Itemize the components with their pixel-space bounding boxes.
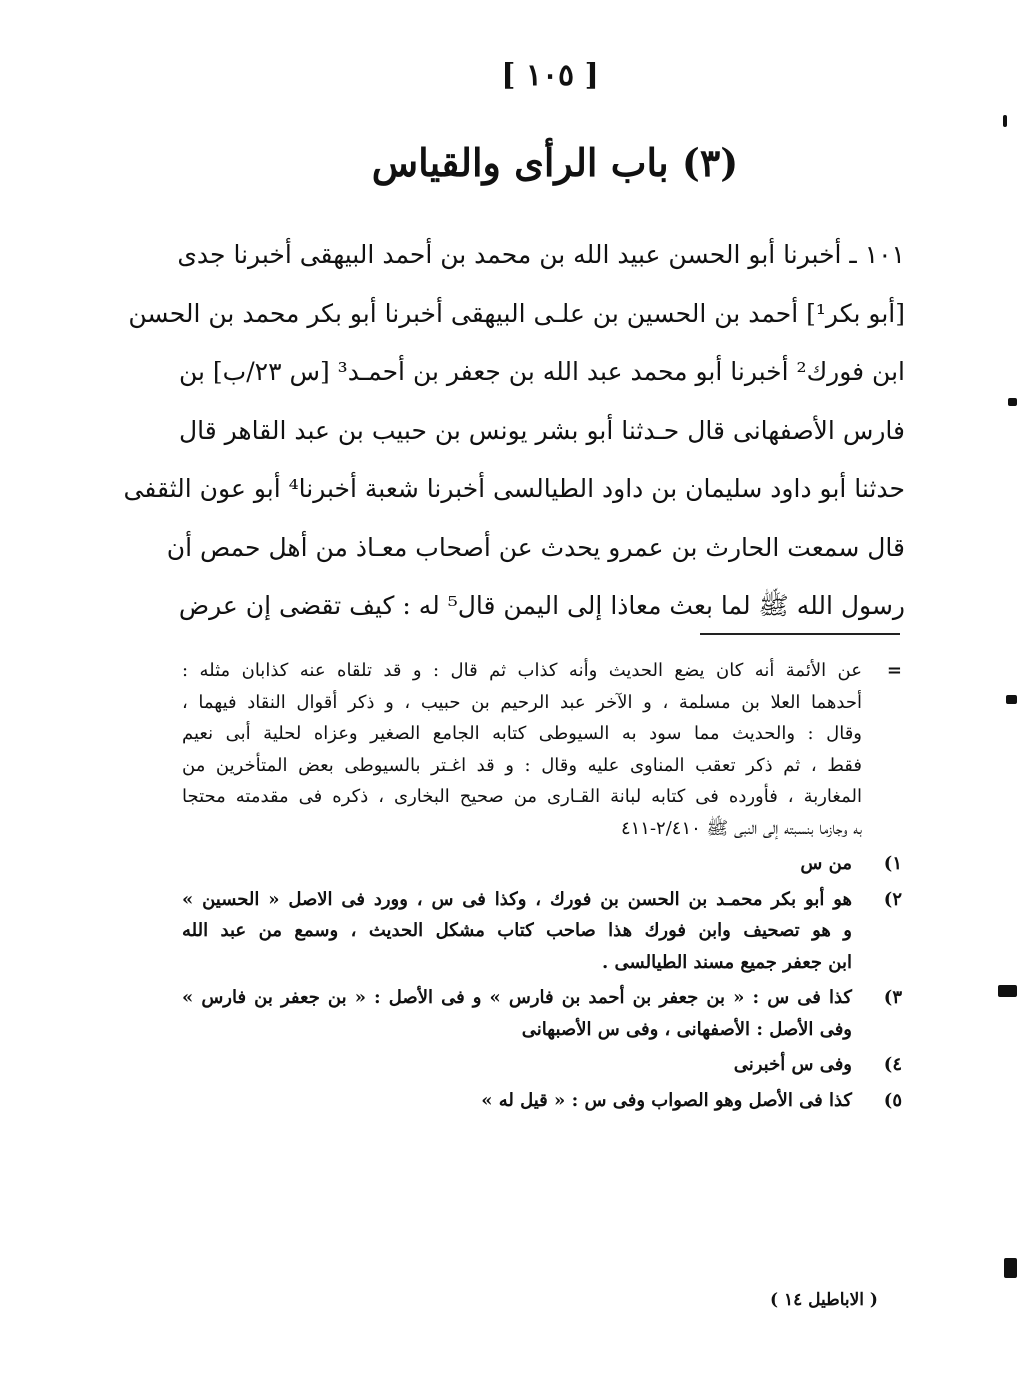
footnote-line: من س — [800, 853, 852, 874]
page-number: [ ١٠٥ ] — [501, 58, 599, 93]
footnote-1 — [182, 848, 902, 880]
footnote-line: وفى الأصل : الأصفهانى ، وفى س الأصبهانى — [521, 1018, 852, 1040]
scan-edge-mark — [1004, 1258, 1017, 1278]
footnote-3 — [182, 982, 902, 1045]
main-text-line: رسول الله ﷺ لما بعث معاذا إلى اليمن قال⁵ له : كيف تقضى إن عرض — [178, 591, 905, 620]
footnote-number: ٥) — [883, 1089, 902, 1111]
footnote-number: ١) — [883, 853, 902, 874]
main-text-line: قال سمعت الحارث بن عمرو يحدث عن أصحاب معـاذ من أهل حمص أن — [166, 532, 905, 562]
footnote-4 — [182, 1049, 902, 1081]
footnote-line: وفى س أخبرنى — [733, 1054, 852, 1075]
footnote-line: كذا فى س : « بن جعفر بن أحمد بن فارس » و فى الأصل : « بن جعفر بن فارس » — [182, 987, 852, 1008]
footnote-number: ٤) — [883, 1054, 902, 1075]
footnote-line: فقط ، ثم ذكر تعقب المناوى عليه وقال : و قد اغـتر بالسيوطى بعض المتأخرين من — [182, 754, 862, 776]
footnote-continuation — [182, 655, 902, 844]
chapter-title: (٣) باب الرأى والقياس — [371, 140, 739, 185]
main-text-line: ١٠١ ـ أخبرنا أبو الحسن عبيد الله بن محمد بن أحمد البيهقى أخبرنا جدى — [177, 240, 905, 269]
main-text-line: ابن فورك² أخبرنا أبو محمد عبد الله بن جعفر بن أحمـد³ [س ٢٣/ب] بن — [178, 357, 905, 386]
footnote-line: ابن جعفر جميع مسند الطيالسى . — [602, 951, 852, 973]
footnote-line: هو أبو بكر محمـد بن الحسن بن فورك ، وكذا فى س ، وورد فى الاصل « الحسين » — [182, 888, 852, 910]
main-text — [123, 226, 905, 636]
footnote-5 — [182, 1085, 902, 1117]
footnote-line: وقال : والحديث مما سود به السيوطى كتابه الجامع الصغير وعزاه لحلية أبى نعيم — [182, 723, 862, 744]
scan-edge-mark — [998, 985, 1017, 997]
main-text-line: حدثنا أبو داود سليمان بن داود الطيالسى أخبرنا شعبة أخبرنا⁴ أبو عون الثقفى — [123, 474, 905, 503]
signature-mark: ( الاباطيل ١٤ ) — [770, 1290, 878, 1310]
footnote-line: كذا فى الأصل وهو الصواب وفى س : « قيل له » — [481, 1089, 852, 1111]
footnotes — [182, 655, 902, 1116]
footnote-number: ٣) — [883, 987, 902, 1008]
scan-edge-mark — [1008, 398, 1017, 406]
footnote-line: و هو تصحيف وابن فورك هذا صاحب كتاب مشكل الحديث ، وسمع من عبد الله — [182, 920, 852, 941]
footnote-line: به وجازما بنسبته إلى النبى ﷺ ٢/٤١٠-٤١١ — [620, 817, 862, 839]
scan-edge-mark — [1003, 115, 1007, 127]
main-text-line: فارس الأصفهانى قال حـدثنا أبو بشر يونس بن حبيب بن عبد القاهر قال — [178, 415, 905, 445]
footnote-separator — [700, 633, 900, 635]
footnote-line: المغاربة ، فأورده فى كتابه لبانة القـارى من صحيح البخارى ، ذكره فى مقدمته محتجا — [182, 786, 862, 807]
footnote-number: ٢) — [883, 888, 902, 910]
continuation-mark: = — [886, 660, 902, 681]
footnote-line: أحدهما العلا بن مسلمة ، و الآخر عبد الرحيم بن حبيب ، و ذكر أقوال النقاد فيهما ، — [182, 691, 862, 713]
main-text-line: [أبو بكر¹] أحمد بن الحسين بن علـى البيهقى أخبرنا أبو بكر محمد بن الحسن — [128, 298, 905, 328]
footnote-2 — [182, 884, 902, 979]
footnote-line: عن الأئمة أنه كان يضع الحديث وأنه كذاب ثم قال : و قد تلقاه عنه كذابان مثله : — [182, 660, 862, 681]
scan-edge-mark — [1006, 695, 1017, 704]
